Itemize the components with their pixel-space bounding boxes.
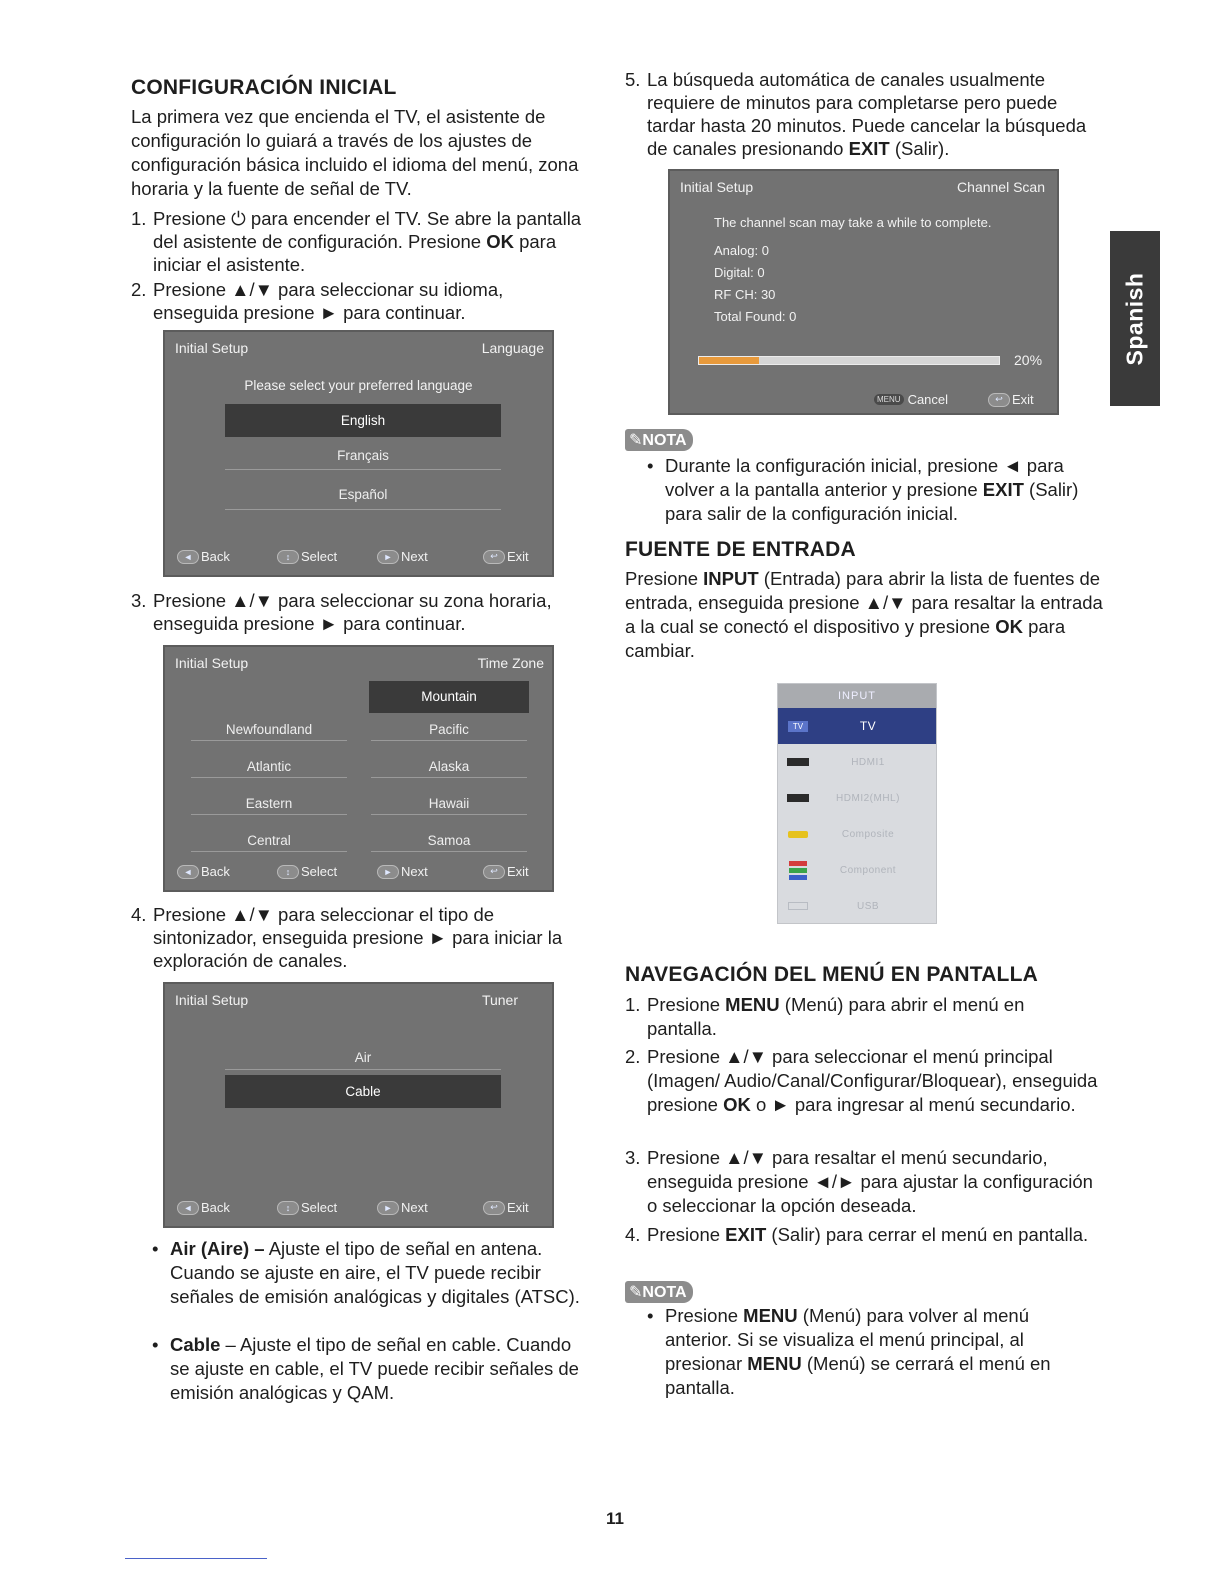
input-item-usb[interactable]: USB [778,888,936,924]
pencil-icon: ✎ [629,1284,643,1301]
step-1 [131,207,586,276]
section-heading-menu-navigation: NAVEGACIÓN DEL MENÚ EN PANTALLA [625,963,1038,986]
step-4 [131,903,591,972]
next-arrow-icon: ► [377,1201,399,1215]
input-item-tv[interactable]: TV TV [778,708,936,744]
screen-title: Initial Setup [175,655,249,671]
step-2 [131,278,571,324]
scan-progress-label: 20% [1014,352,1043,368]
scan-progress-bar [698,356,1000,365]
screen-section: Channel Scan [957,179,1045,195]
component-icon [789,861,807,866]
screen-footer [165,1200,552,1220]
scan-message: The channel scan may take a while to complete. [714,215,992,230]
step-number: 3. [131,590,147,611]
language-option-french[interactable]: Français [225,442,501,470]
step-text: Presione ▲/▼ para seleccionar su idioma, enseguida presione ► para continuar. [153,279,504,323]
tv-icon: TV [788,721,808,732]
step-5 [625,68,1095,160]
bullet-dot: • [152,1238,159,1259]
page-number: 11 [606,1509,624,1528]
menu-key-icon: MENU [874,394,904,405]
tuner-option-air[interactable]: Air [225,1046,501,1070]
updown-icon: ↕ [277,865,299,879]
bullet-air: • Air (Aire) – Ajuste el tipo de señal en antena. Cuando se ajuste en aire, el TV puede recibir señales de emisión analógicas y digitales (ATSC). [152,1238,580,1307]
tuner-option-cable[interactable]: Cable [225,1075,501,1108]
back-arrow-icon: ◄ [177,865,199,879]
input-source-paragraph: Presione INPUT (Entrada) para abrir la lista de fuentes de entrada, enseguida presione ▲/▼ para resaltar la entrada a la cual se conectó el dispositivo y presione OK para cambiar. [625,568,1103,661]
bullet-dot: • [647,1305,654,1326]
hdmi-icon [787,758,809,766]
nav-step-3: 3. Presione ▲/▼ para resaltar el menú secundario, enseguida presione ◄/► para ajustar la configuración o seleccionar la opción deseada. [625,1147,1093,1216]
back-arrow-icon: ◄ [177,1201,199,1215]
back-button[interactable]: ◄ Back [177,549,230,564]
screen-footer [165,549,552,569]
input-item-component[interactable]: Component [778,852,936,888]
input-item-hdmi2[interactable]: HDMI2(MHL) [778,780,936,816]
language-option-english[interactable]: English [225,404,501,437]
updown-icon: ↕ [277,550,299,564]
language-option-spanish[interactable]: Español [225,480,501,510]
cancel-button[interactable]: MENU Cancel [874,392,948,407]
screen-footer [165,864,552,884]
channel-scan-screen [668,169,1059,415]
timezone-option-newfoundland[interactable]: Newfoundland [191,719,347,741]
return-icon: ↩ [483,1201,505,1215]
timezone-option-atlantic[interactable]: Atlantic [191,756,347,778]
next-arrow-icon: ► [377,865,399,879]
select-button[interactable]: ↕ Select [277,549,337,564]
scan-progress-fill [699,357,759,364]
step-number: 5. [625,69,641,90]
screen-title: Initial Setup [680,179,754,195]
back-button[interactable]: ◄ Back [177,1200,230,1215]
timezone-option-central[interactable]: Central [191,830,347,852]
step-number: 1. [131,208,147,229]
select-button[interactable]: ↕ Select [277,1200,337,1215]
scan-analog: Analog: 0 [714,243,769,258]
section-heading-input-source: FUENTE DE ENTRADA [625,538,856,561]
timezone-screen [163,645,554,892]
updown-icon: ↕ [277,1201,299,1215]
next-button[interactable]: ► Next [377,864,428,879]
bullet-cable: • Cable – Ajuste el tipo de señal en cable. Cuando se ajuste en cable, el TV puede recibir señales de emisión analógicas y QAM. [152,1334,579,1403]
input-list-title: INPUT [778,684,936,708]
back-arrow-icon: ◄ [177,550,199,564]
power-icon: ⏻ [231,208,246,229]
footer-line [125,1558,267,1559]
hdmi-icon [787,794,809,802]
scan-rf-channel: RF CH: 30 [714,287,776,302]
timezone-option-hawaii[interactable]: Hawaii [371,793,527,815]
tuner-screen [163,982,554,1228]
composite-icon [788,831,808,838]
timezone-option-eastern[interactable]: Eastern [191,793,347,815]
usb-icon [788,902,808,910]
timezone-option-pacific[interactable]: Pacific [371,719,527,741]
bullet-dot: • [647,455,654,476]
step-3 [131,589,586,635]
note-badge: ✎NOTA [625,429,693,451]
next-button[interactable]: ► Next [377,549,428,564]
language-side-tab: Spanish [1110,231,1160,406]
timezone-option-alaska[interactable]: Alaska [371,756,527,778]
select-button[interactable]: ↕ Select [277,864,337,879]
return-icon: ↩ [483,865,505,879]
input-item-composite[interactable]: Composite [778,816,936,852]
step-text: Presione ▲/▼ para seleccionar el tipo de sintonizador, enseguida presione ► para iniciar la exploración de canales. [153,904,563,971]
screen-section: Tuner [481,992,518,1008]
language-screen [163,330,554,577]
nav-step-1: 1. Presione MENU (Menú) para abrir el menú en pantalla. [625,994,1025,1039]
language-prompt: Please select your preferred language [244,378,473,393]
note-1: • Durante la configuración inicial, presione ◄ para volver a la pantalla anterior y presione EXIT (Salir) para salir de la configuración inicial. [647,455,1079,524]
screen-title: Initial Setup [175,992,249,1008]
nav-step-4: 4. Presione EXIT (Salir) para cerrar el menú en pantalla. [625,1224,1089,1245]
pencil-icon: ✎ [629,432,643,449]
input-item-hdmi1[interactable]: HDMI1 [778,744,936,780]
step-number: 4. [131,904,147,925]
step-text: La búsqueda automática de canales usualmente requiere de minutos para completarse pero puede tardar hasta 20 minutos. Puede cancelar la búsqueda de canales presionando EXIT (Salir). [647,69,1087,159]
section-heading-initial-setup: CONFIGURACIÓN INICIAL [131,76,397,99]
exit-button[interactable]: ↩ Exit [483,549,529,564]
screen-title: Initial Setup [175,340,249,356]
bullet-dot: • [152,1334,159,1355]
screen-section: Time Zone [477,655,544,671]
next-button[interactable]: ► Next [377,1200,428,1215]
timezone-option-samoa[interactable]: Samoa [371,830,527,852]
exit-button[interactable]: ↩ Exit [988,392,1034,407]
intro-paragraph: La primera vez que encienda el TV, el asistente de configuración lo guiará a través de los ajustes de configuración básica incluido el idioma del menú, zona horaria y la fuente de señal de TV. [131,106,579,199]
screen-section: Language [481,340,544,356]
exit-button[interactable]: ↩ Exit [483,1200,529,1215]
timezone-option-mountain[interactable]: Mountain [369,681,529,713]
scan-total-found: Total Found: 0 [714,309,797,324]
step-number: 2. [131,279,147,300]
note-badge: ✎NOTA [625,1281,693,1303]
return-icon: ↩ [988,393,1010,407]
exit-button[interactable]: ↩ Exit [483,864,529,879]
next-arrow-icon: ► [377,550,399,564]
nav-step-2: 2. Presione ▲/▼ para seleccionar el menú principal (Imagen/ Audio/Canal/Configurar/Bloquear), enseguida presione OK o ► para ingresar al menú secundario. [625,1046,1098,1115]
input-source-list [777,683,937,924]
scan-digital: Digital: 0 [714,265,765,280]
note-2: • Presione MENU (Menú) para volver al menú anterior. Si se visualiza el menú principal, al presionar MENU (Menú) se cerrará el menú en pantalla. [647,1305,1051,1398]
back-button[interactable]: ◄ Back [177,864,230,879]
step-text: Presione ▲/▼ para seleccionar su zona horaria, enseguida presione ► para continuar. [153,590,552,634]
step-text: Presione ⏻ para encender el TV. Se abre la pantalla del asistente de configuración. Presione OK para iniciar el asistente. [153,208,582,275]
return-icon: ↩ [483,550,505,564]
